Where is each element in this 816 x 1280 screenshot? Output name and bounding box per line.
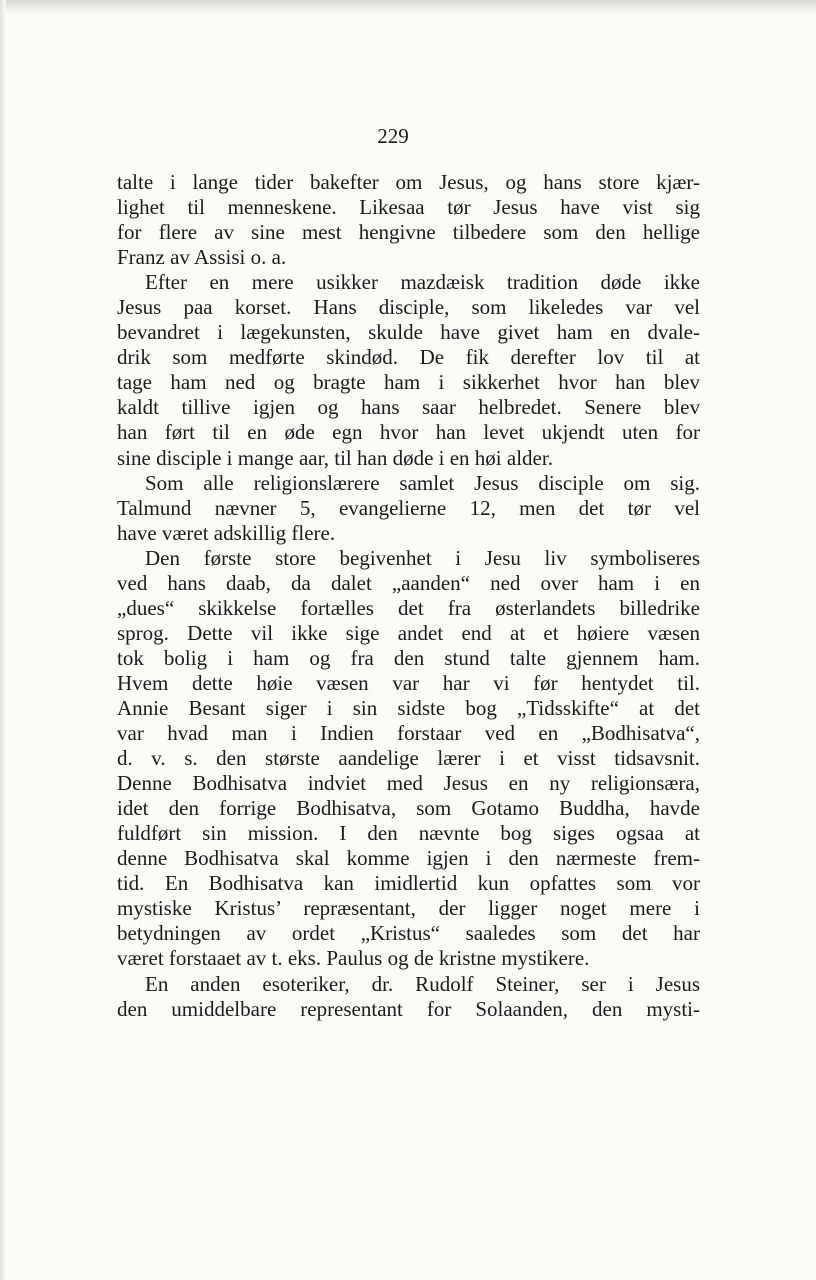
text-line: denne Bodhisatva skal komme igjen i den nærmeste frem-	[117, 846, 700, 871]
text-line: drik som medførte skindød. De fik derefter lov til at	[117, 345, 700, 370]
text-line: været forstaaet av t. eks. Paulus og de kristne mystikere.	[117, 946, 590, 971]
paragraph	[117, 170, 700, 270]
text-line: lighet til menneskene. Likesaa tør Jesus have vist sig	[117, 195, 700, 220]
text-line: den umiddelbare representant for Solaanden, den mysti-	[117, 996, 700, 1021]
text-line: Talmund nævner 5, evangelierne 12, men det tør vel	[117, 495, 700, 520]
page-number: 229	[377, 124, 409, 148]
text-line: tok bolig i ham og fra den stund talte gjennem ham.	[117, 645, 700, 670]
paragraph	[117, 471, 700, 546]
text-line: sine disciple i mange aar, til han døde i en høi alder.	[117, 445, 553, 470]
text-line: sprog. Dette vil ikke sige andet end at et høiere væsen	[117, 620, 700, 645]
paragraph	[117, 546, 700, 972]
text-line: ved hans daab, da dalet „aanden“ ned over ham i en	[117, 570, 700, 595]
text-line: Hvem dette høie væsen var har vi før hentydet til.	[117, 670, 700, 695]
text-line: betydningen av ordet „Kristus“ saaledes som det har	[117, 921, 700, 946]
text-line: var hvad man i Indien forstaar ved en „Bodhisatva“,	[117, 721, 700, 746]
text-line: d. v. s. den største aandelige lærer i et visst tidsavsnit.	[117, 746, 700, 771]
text-line: Annie Besant siger i sin sidste bog „Tidsskifte“ at det	[117, 695, 700, 720]
text-line: Som alle religionslærere samlet Jesus disciple om sig.	[145, 470, 700, 495]
text-line: idet den forrige Bodhisatva, som Gotamo Buddha, havde	[117, 796, 700, 821]
text-line: bevandret i lægekunsten, skulde have givet ham en dvale-	[117, 320, 700, 345]
text-line: tage ham ned og bragte ham i sikkerhet hvor han blev	[117, 370, 700, 395]
text-line: Denne Bodhisatva indviet med Jesus en ny religionsæra,	[117, 771, 700, 796]
paragraph	[117, 270, 700, 470]
text-line: Jesus paa korset. Hans disciple, som likeledes var vel	[117, 295, 700, 320]
scan-edge-left	[0, 0, 6, 1280]
text-line: „dues“ skikkelse fortælles det fra østerlandets billedrike	[117, 595, 700, 620]
paragraph	[117, 972, 700, 1022]
text-line: have været adskillig flere.	[117, 520, 336, 545]
text-line: han ført til en øde egn hvor han levet ukjendt uten for	[117, 420, 700, 445]
text-line: Efter en mere usikker mazdæisk tradition døde ikke	[145, 270, 700, 295]
text-line: talte i lange tider bakefter om Jesus, og hans store kjær-	[117, 170, 700, 194]
text-line: mystiske Kristus’ repræsentant, der ligger noget mere i	[117, 896, 700, 921]
text-line: tid. En Bodhisatva kan imidlertid kun opfattes som vor	[117, 871, 700, 896]
text-line: for flere av sine mest hengivne tilbedere som den hellige	[117, 220, 700, 245]
text-line: Franz av Assisi o. a.	[117, 245, 287, 270]
scan-edge-top	[0, 0, 816, 14]
text-line: Den første store begivenhet i Jesu liv symboliseres	[145, 545, 700, 570]
text-line: kaldt tillive igjen og hans saar helbredet. Senere blev	[117, 395, 700, 420]
text-line: En anden esoteriker, dr. Rudolf Steiner, ser i Jesus	[145, 971, 700, 996]
body-text	[117, 170, 700, 1022]
text-line: fuldført sin mission. I den nævnte bog siges ogsaa at	[117, 821, 700, 846]
